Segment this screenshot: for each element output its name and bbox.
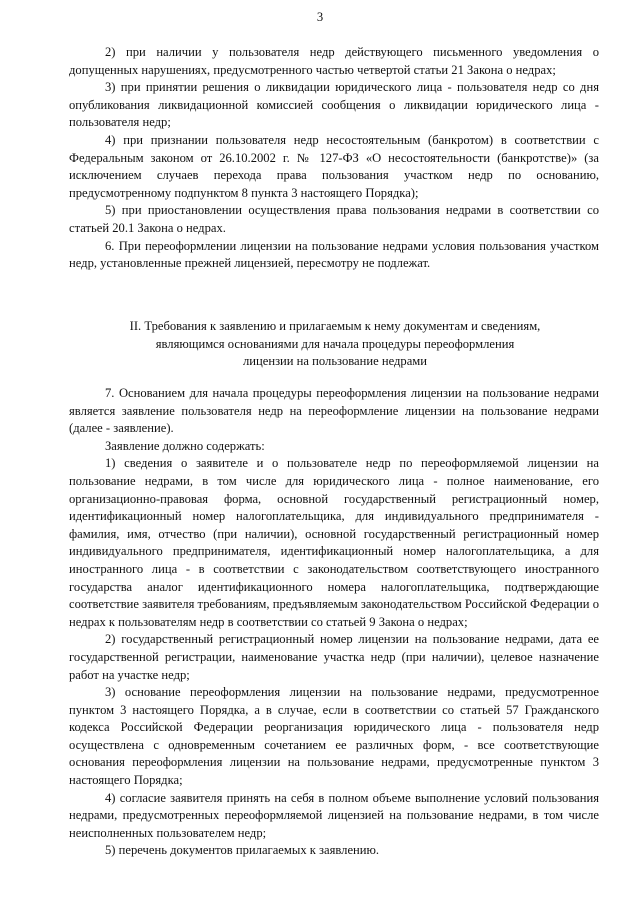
paragraph-subitem-5: 5) перечень документов прилагаемых к заявлению. (105, 843, 380, 858)
paragraph-point-6: 6. При переоформлении лицензии на пользование недрами условия пользования участком недр, установленные прежней лицензией, пересмотру не подлежат. (69, 238, 599, 271)
paragraph-subitem-1: 1) сведения о заявителе и о пользователе недр по переоформляемой лицензии на пользование недрами, в том числе для юридического лица - полное наименование, его организационно-правовая форма, основной государственный регистрационный номер, идентификационный номер налогоплательщика, для индивидуального предпринимателя - фамилия, имя, отчество (при наличии), основной государственный регистрационный номер индивидуального предпринимателя, идентификационный номер налогоплательщика, а для иностранного лица - в соответствии с законодательством соответствующего иностранного государства аналог идентификационного номера налогоплательщика, подтверждающие соответствие заявителя требованиям, предъявляемым законодательством Российской Федерации о недрах к пользователям недр в соответствии со статьей 9 Закона о недрах; (69, 456, 599, 629)
section-heading-line-2: являющимся основаниями для начала процедуры переоформления (155, 336, 515, 351)
top-text-block (69, 44, 599, 273)
section-heading-line-3: лицензии на пользование недрами (242, 354, 428, 369)
paragraph-subitem-3: 3) основание переоформления лицензии на пользование недрами, предусмотренное пунктом 3 настоящего Порядка, а в случае, если в соответствии со статьей 57 Гражданского кодекса Российской Федерации реорганизация юридического лица - пользователя недр осуществлена с одновременным сочетанием ее различных форм, - все соответствующие основания переоформления лицензии на пользование недрами, предусмотренные пунктом 3 настоящего Порядка; (69, 685, 599, 788)
paragraph-subitem-2: 2) государственный регистрационный номер лицензии на пользование недрами, дата ее государственной регистрации, наименование участка недр (при наличии), целевое назначение работ на участке недр; (69, 632, 599, 682)
paragraph-item-4: 4) при признании пользователя недр несостоятельным (банкротом) в соответствии с Федеральным законом от 26.10.2002 г. № 127-ФЗ «О несостоятельности (банкротстве)» (за исключением случаев перехода права пользования участком недр по основанию, предусмотренному подпунктом 8 пункта 3 настоящего Порядка); (69, 132, 599, 200)
section-heading (90, 318, 580, 371)
paragraph-point-7: 7. Основанием для начала процедуры переоформления лицензии на пользование недрами является заявление пользователя недр на переоформление лицензии на пользование недрами (далее - заявление). (69, 386, 599, 436)
paragraph-subitem-4: 4) согласие заявителя принять на себя в полном объеме выполнение условий пользования недрами, предусмотренных переоформляемой лицензией на пользование недрами, в том числе неисполненных пользователем недр; (69, 790, 599, 840)
paragraph-statement-contents: Заявление должно содержать: (105, 438, 265, 453)
paragraph-item-5: 5) при приостановлении осуществления права пользования недрами в соответствии со статьей 20.1 Закона о недрах. (69, 203, 599, 235)
paragraph-item-3: 3) при принятии решения о ликвидации юридического лица - пользователя недр со дня опубликования ликвидационной комиссией сообщения о ликвидации юридического лица - пользователя недр; (69, 80, 599, 130)
bottom-text-block (69, 385, 599, 860)
page-number: 3 (316, 10, 324, 24)
section-heading-line-1: II. Требования к заявлению и прилагаемым к нему документам и сведениям, (129, 319, 541, 333)
paragraph-item-2: 2) при наличии у пользователя недр действующего письменного уведомления о допущенных нарушениях, предусмотренного частью четвертой статьи 21 Закона о недрах; (69, 45, 599, 77)
